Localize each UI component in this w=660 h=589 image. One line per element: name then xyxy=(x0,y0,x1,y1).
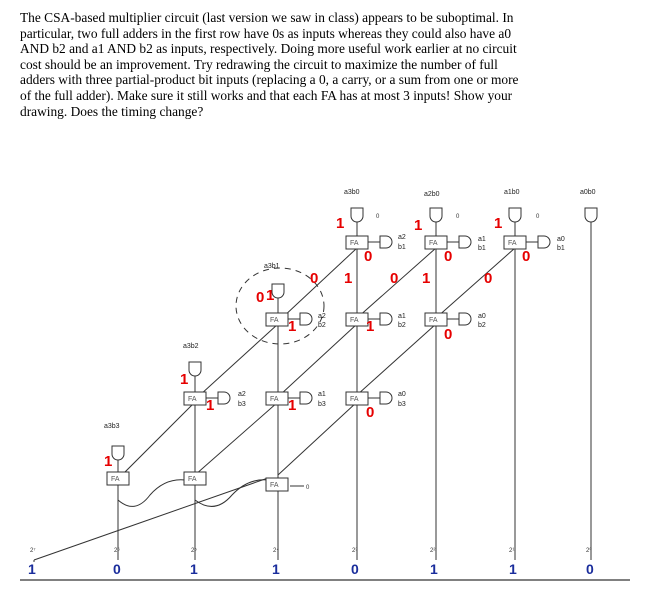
svg-text:0: 0 xyxy=(306,485,310,491)
svg-text:2³: 2³ xyxy=(352,548,358,554)
svg-text:2²: 2² xyxy=(430,548,436,554)
svg-text:2⁷: 2⁷ xyxy=(30,548,36,554)
svg-text:FA: FA xyxy=(270,482,279,489)
label-a3b3: a3b3 xyxy=(104,423,120,430)
svg-text:0: 0 xyxy=(536,214,540,220)
svg-text:b3: b3 xyxy=(318,401,326,408)
svg-text:2⁴: 2⁴ xyxy=(273,548,279,554)
svg-text:FA: FA xyxy=(188,396,197,403)
svg-text:2⁵: 2⁵ xyxy=(191,548,197,554)
svg-text:a1: a1 xyxy=(318,391,326,398)
svg-text:1: 1 xyxy=(190,561,198,577)
svg-text:0: 0 xyxy=(351,561,359,577)
svg-text:FA: FA xyxy=(508,240,517,247)
svg-text:a2: a2 xyxy=(318,313,326,320)
svg-text:FA: FA xyxy=(188,476,197,483)
svg-text:b2: b2 xyxy=(478,322,486,329)
svg-text:a1: a1 xyxy=(398,313,406,320)
svg-text:1: 1 xyxy=(28,561,36,577)
svg-text:a1: a1 xyxy=(478,236,486,243)
svg-text:0: 0 xyxy=(444,248,453,265)
svg-text:0: 0 xyxy=(522,248,531,265)
label-a3b0: a3b0 xyxy=(344,189,360,196)
svg-text:1: 1 xyxy=(494,215,503,232)
svg-text:FA: FA xyxy=(429,240,438,247)
svg-text:a0: a0 xyxy=(398,391,406,398)
svg-text:FA: FA xyxy=(270,396,279,403)
fa-row-4 xyxy=(107,472,288,491)
svg-text:a0: a0 xyxy=(478,313,486,320)
svg-text:0: 0 xyxy=(484,270,493,287)
svg-text:1: 1 xyxy=(414,217,423,234)
svg-text:1: 1 xyxy=(430,561,438,577)
svg-text:0: 0 xyxy=(376,214,380,220)
svg-text:0: 0 xyxy=(456,214,460,220)
svg-text:1: 1 xyxy=(509,561,517,577)
svg-text:1: 1 xyxy=(336,215,345,232)
svg-text:a0: a0 xyxy=(557,236,565,243)
label-a3b2: a3b2 xyxy=(183,343,199,350)
svg-text:FA: FA xyxy=(350,396,359,403)
svg-text:0: 0 xyxy=(310,270,319,287)
svg-text:FA: FA xyxy=(270,317,279,324)
svg-text:0: 0 xyxy=(364,248,373,265)
vertical-wires xyxy=(118,222,591,560)
svg-text:2⁰: 2⁰ xyxy=(586,548,592,554)
svg-text:0: 0 xyxy=(586,561,594,577)
svg-text:1: 1 xyxy=(180,371,189,388)
svg-text:b2: b2 xyxy=(318,322,326,329)
svg-text:0: 0 xyxy=(390,270,399,287)
svg-text:FA: FA xyxy=(350,317,359,324)
svg-text:1: 1 xyxy=(288,318,297,335)
svg-text:b1: b1 xyxy=(478,245,486,252)
svg-text:1: 1 xyxy=(344,270,353,287)
svg-text:1: 1 xyxy=(104,453,113,470)
svg-text:FA: FA xyxy=(429,317,438,324)
bit-weight-labels xyxy=(30,547,592,554)
svg-text:0: 0 xyxy=(366,404,375,421)
label-a0b0: a0b0 xyxy=(580,189,596,196)
svg-text:a2: a2 xyxy=(398,234,406,241)
svg-text:0: 0 xyxy=(256,289,265,306)
svg-text:2⁶: 2⁶ xyxy=(114,548,120,554)
svg-text:2¹: 2¹ xyxy=(509,548,515,554)
svg-text:b2: b2 xyxy=(398,322,406,329)
label-a1b0: a1b0 xyxy=(504,189,520,196)
svg-text:b3: b3 xyxy=(238,401,246,408)
label-a3b1: a3b1 xyxy=(264,263,280,270)
svg-text:b1: b1 xyxy=(398,244,406,251)
svg-text:1: 1 xyxy=(266,287,275,304)
svg-text:1: 1 xyxy=(206,397,215,414)
svg-text:b1: b1 xyxy=(557,245,565,252)
output-bits xyxy=(28,561,594,577)
svg-text:FA: FA xyxy=(350,240,359,247)
svg-text:0: 0 xyxy=(113,561,121,577)
svg-text:b3: b3 xyxy=(398,401,406,408)
svg-text:1: 1 xyxy=(366,318,375,335)
svg-text:0: 0 xyxy=(444,326,453,343)
problem-statement: The CSA-based multiplier circuit (last version we saw in class) appears to be suboptimal. In particular, two full adders in the first row have 0s as inputs whereas they could also have a0 AND b2 and a1 AND b2 as inputs, respectively. Doing more useful work earlier at no circuit cost should be an improvement. Try redrawing the circuit to maximize the number of full adders with three partial-product bit inputs (replacing a 0, a carry, or a sum from one or more of the full adder). Make sure it still works and that each FA has at most 3 inputs! Show your drawing. Does the timing change? xyxy=(20,10,519,119)
svg-text:a2: a2 xyxy=(238,391,246,398)
svg-text:FA: FA xyxy=(111,476,120,483)
svg-text:1: 1 xyxy=(288,397,297,414)
label-a2b0: a2b0 xyxy=(424,191,440,198)
svg-text:1: 1 xyxy=(422,270,431,287)
svg-text:1: 1 xyxy=(272,561,280,577)
red-annotations xyxy=(104,215,530,470)
